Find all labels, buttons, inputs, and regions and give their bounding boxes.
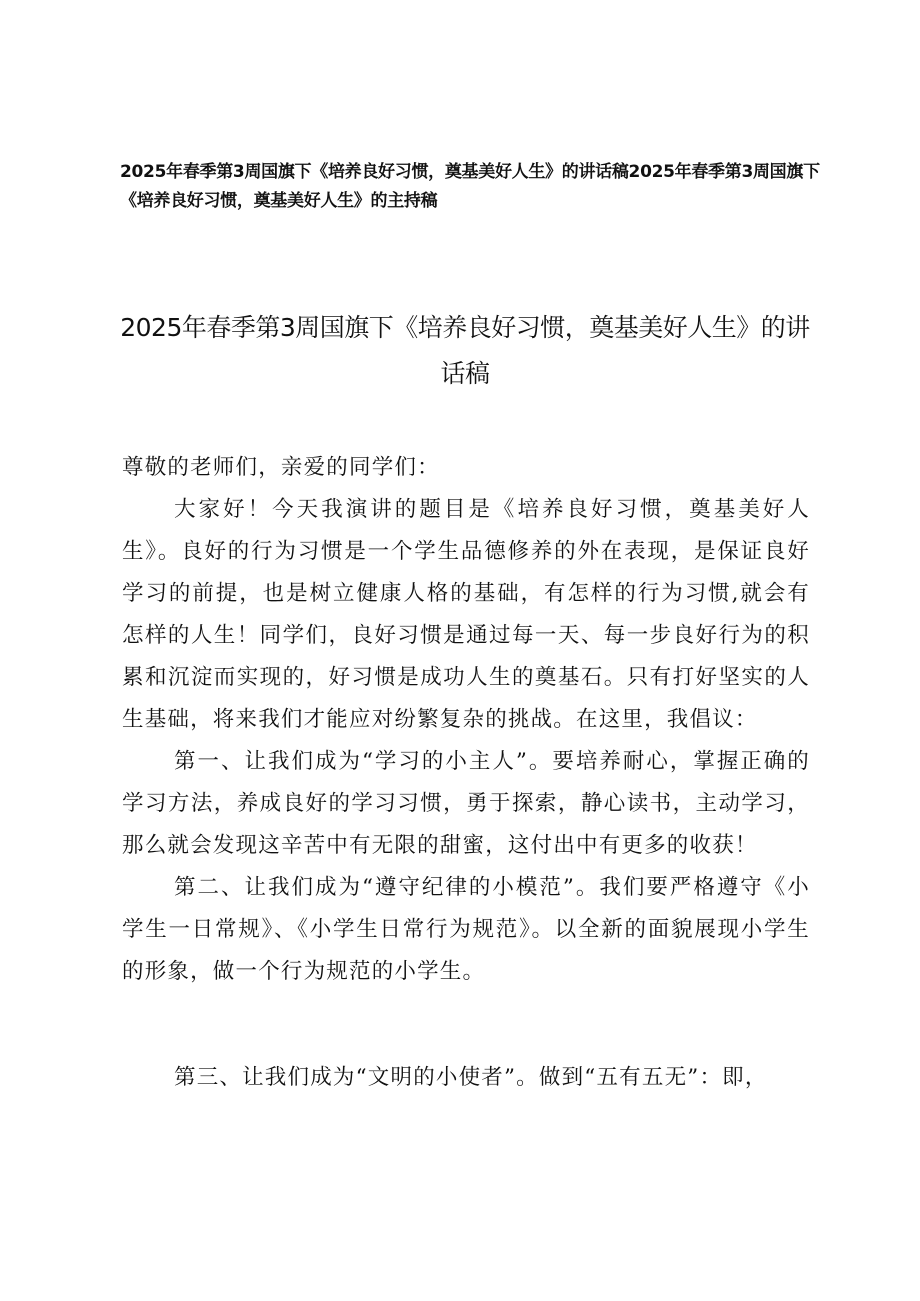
paragraph-proposal-2: 第二、让我们成为“遵守纪律的小模范”。我们要严格遵守《小学生一日常规》、《小学生日常行为规范》。以全新的面貌展现小学生的形象，做一个行为规范的小学生。 (122, 875, 810, 984)
paragraph-intro: 大家好！今天我演讲的题目是《培养良好习惯，奠基美好人生》。良好的行为习惯是一个学生品德修养的外在表现，是保证良好学习的前提，也是树立健康人格的基础，有怎样的行为习惯,就会有怎样的人生！同学们，良好习惯是通过每一天、每一步良好行为的积累和沉淀而实现的，好习惯是成功人生的奠基石。只有打好坚实的人生基础，将来我们才能应对纷繁复杂的挑战。在这里，我倡议： (122, 497, 810, 732)
paragraph-proposal-3: 第三、让我们成为“文明的小使者”。做到“五有五无”：即， (174, 1065, 768, 1090)
salutation: 尊敬的老师们，亲爱的同学们： (122, 455, 440, 480)
speech-title: 2025年春季第3周国旗下《培养良好习惯，奠基美好人生》的讲话稿 (120, 313, 810, 388)
document-header-title: 2025年春季第3周国旗下《培养良好习惯，奠基美好人生》的讲话稿2025年春季第3周国旗下《培养良好习惯，奠基美好人生》的主持稿 (120, 162, 820, 211)
paragraph-proposal-1: 第一、让我们成为“学习的小主人”。要培养耐心，掌握正确的学习方法，养成良好的学习习惯，勇于探索，静心读书，主动学习，那么就会发现这辛苦中有无限的甜蜜，这付出中有更多的收获！ (122, 749, 810, 858)
